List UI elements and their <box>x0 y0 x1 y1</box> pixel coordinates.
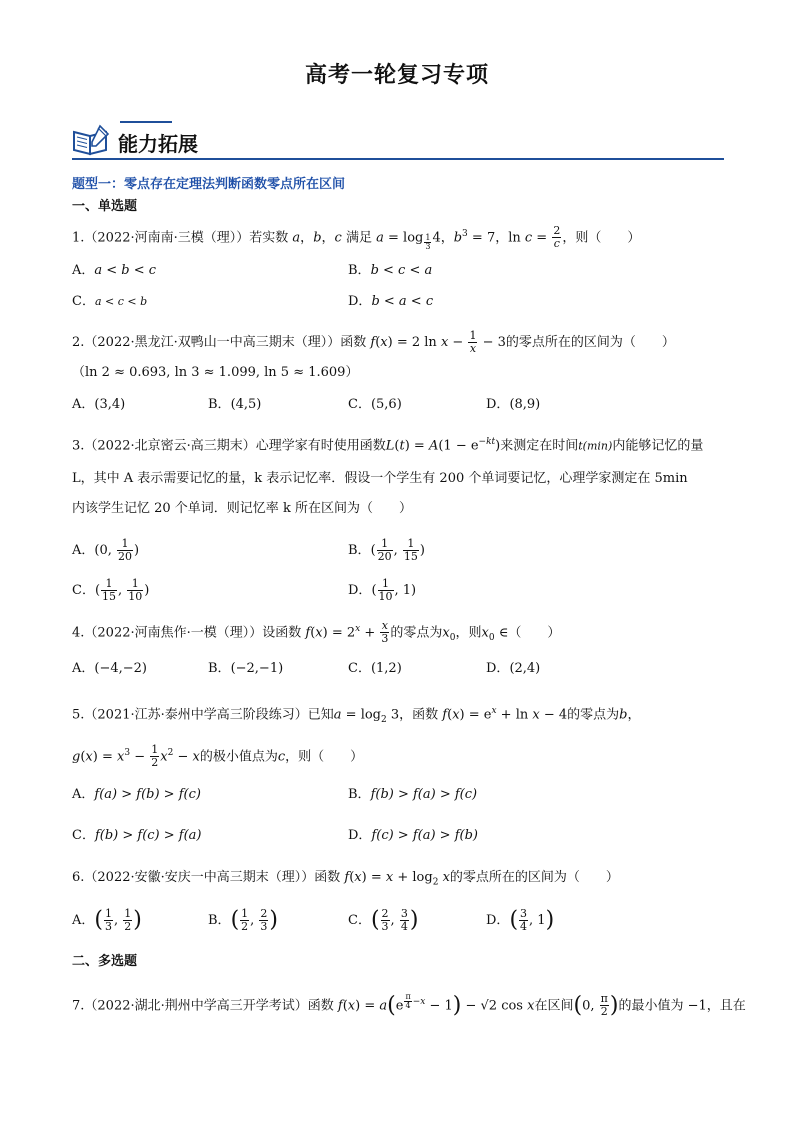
page-title: 高考一轮复习专项 <box>304 63 489 88</box>
section-header <box>72 118 724 162</box>
question-3-stem: 3.（2022·北京密云·高三期末）心理学家有时使用函数$L(t) = A(1 - e^{-kt})$来测定在时间t(min)内能够记忆的量 <box>72 437 704 454</box>
q2-option-c[interactable]: C．(5,6) <box>348 397 402 412</box>
q2-option-d[interactable]: D．(8,9) <box>486 397 541 412</box>
q5-option-d[interactable]: D．f(c) > f(a) > f(b) <box>348 828 478 843</box>
q4-option-a[interactable]: A．(−4,−2) <box>72 661 147 676</box>
question-2-stem: 2.（2022·黑龙江·双鸭山一中高三期末（理））函数 f(x) = 2 ln x − $\frac{1}{x}$ − 3的零点所在的区间为（ ） <box>72 329 675 355</box>
question-5-stem: 5.（2021·江苏·泰州中学高三阶段练习）已知$a = \log_2 3$，函数 $f(x) = e^x + \ln x - 4$的零点为b， <box>72 706 641 725</box>
book-pen-icon <box>72 124 112 156</box>
q3-option-c[interactable]: C．( $\frac{1}{15}$ , $\frac{1}{10}$ ) <box>72 577 150 603</box>
question-5-line-2: $g(x) = x^3$ − $\frac{1}{2}$ $x^2 - x$的极小值点为c，则（ ） <box>72 743 364 770</box>
question-6-stem: 6.（2022·安徽·安庆一中高三期末（理））函数 $f(x) = x + \log_2 x$的零点所在的区间为（ ） <box>72 870 619 888</box>
q6-option-d[interactable]: D．( $\frac{3}{4}$ , 1) <box>486 907 555 933</box>
q4-option-b[interactable]: B．(−2,−1) <box>208 661 284 676</box>
q6-option-b[interactable]: B．( $\frac{1}{2}$ , $\frac{2}{3}$ ) <box>208 907 279 933</box>
section-rule <box>72 158 724 160</box>
q5-option-c[interactable]: C．f(b) > f(c) > f(a) <box>72 828 202 843</box>
header-accent-line <box>120 121 172 123</box>
question-3-line-2: L，其中 A 表示需要记忆的量，k 表示记忆率．假设一个学生有 200 个单词要记忆，心理学家测定在 5min <box>72 471 688 486</box>
question-3-line-3: 内该学生记忆 20 个单词．则记忆率 k 所在区间为（ ） <box>72 501 412 516</box>
section-label: 能力拓展 <box>118 132 198 156</box>
q1-option-b[interactable]: B．b < c < a <box>348 263 433 278</box>
single-choice-heading: 一、单选题 <box>72 199 138 214</box>
q1-option-c[interactable]: C．a < c < b <box>72 294 148 309</box>
q3-option-d[interactable]: D．( $\frac{1}{10}$ , 1) <box>348 577 417 603</box>
question-2-hint: （ln 2 ≈ 0.693, ln 3 ≈ 1.099, ln 5 ≈ 1.609） <box>72 365 359 380</box>
question-type-heading: 题型一：零点存在定理法判断函数零点所在区间 <box>72 177 346 192</box>
q6-option-c[interactable]: C．( $\frac{2}{3}$ , $\frac{3}{4}$ ) <box>348 907 419 933</box>
q2-option-b[interactable]: B．(4,5) <box>208 397 262 412</box>
q2-option-a[interactable]: A．(3,4) <box>72 397 126 412</box>
q5-option-b[interactable]: B．f(b) > f(a) > f(c) <box>348 787 478 802</box>
question-1-stem: 1.（2022·河南南·三模（理））若实数 a，b，c 满足 a = log $_{\frac{1}{3}}$ 4，$b^3 = 7$，ln c = $\frac{2}{c}$ ，则（ ） <box>72 224 641 251</box>
q6-option-a[interactable]: A．( $\frac{1}{3}$ , $\frac{1}{2}$ ) <box>72 907 142 933</box>
multi-choice-heading: 二、多选题 <box>72 954 138 969</box>
question-4-stem: 4.（2022·河南焦作·一模（理））设函数 $f(x) = 2^x$ + $\frac{x}{3}$ 的零点为$x_0$，则$x_0$ ∈（ ） <box>72 619 561 646</box>
q5-option-a[interactable]: A．f(a) > f(b) > f(c) <box>72 787 201 802</box>
q1-option-d[interactable]: D．b < a < c <box>348 294 434 309</box>
q4-option-c[interactable]: C．(1,2) <box>348 661 402 676</box>
q1-option-a[interactable]: A．a < b < c <box>72 263 157 278</box>
question-7-stem: 7.（2022·湖北·荆州中学高三开学考试）函数 f(x) = a(e $^{\frac{\pi}{4} -x}$ − 1) − √2 cos x在区间(0, $\frac{\pi}{2}$ )的最小值为 −1，且在 <box>72 992 746 1019</box>
q3-option-a[interactable]: A．(0, $\frac{1}{20}$ ) <box>72 537 140 563</box>
q3-option-b[interactable]: B．( $\frac{1}{20}$ , $\frac{1}{15}$ ) <box>348 537 425 563</box>
q4-option-d[interactable]: D．(2,4) <box>486 661 541 676</box>
